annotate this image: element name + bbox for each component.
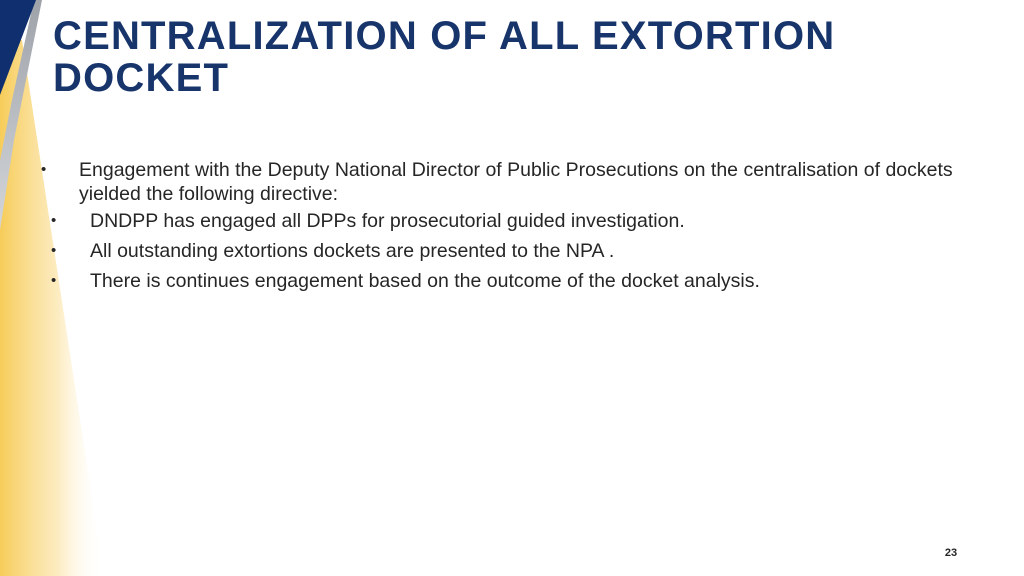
bullet-marker: •: [51, 212, 57, 229]
bullet-marker: •: [41, 161, 47, 178]
page-number: 23: [944, 547, 958, 559]
bullet-marker: •: [51, 272, 57, 289]
bullet-text: There is continues engagement based on the outcome of the docket analysis.: [90, 270, 760, 292]
slide-title: CENTRALIZATION OF ALL EXTORTION DOCKET: [53, 14, 836, 100]
bullet-text: Engagement with the Deputy National Director of Public Prosecutions on the centralisation of dockets yielded the following directive:: [79, 159, 953, 205]
bullet-text: DNDPP has engaged all DPPs for prosecutorial guided investigation.: [90, 210, 685, 232]
bullet-marker: •: [51, 242, 57, 259]
bullet-text: All outstanding extortions dockets are presented to the NPA .: [90, 240, 615, 262]
